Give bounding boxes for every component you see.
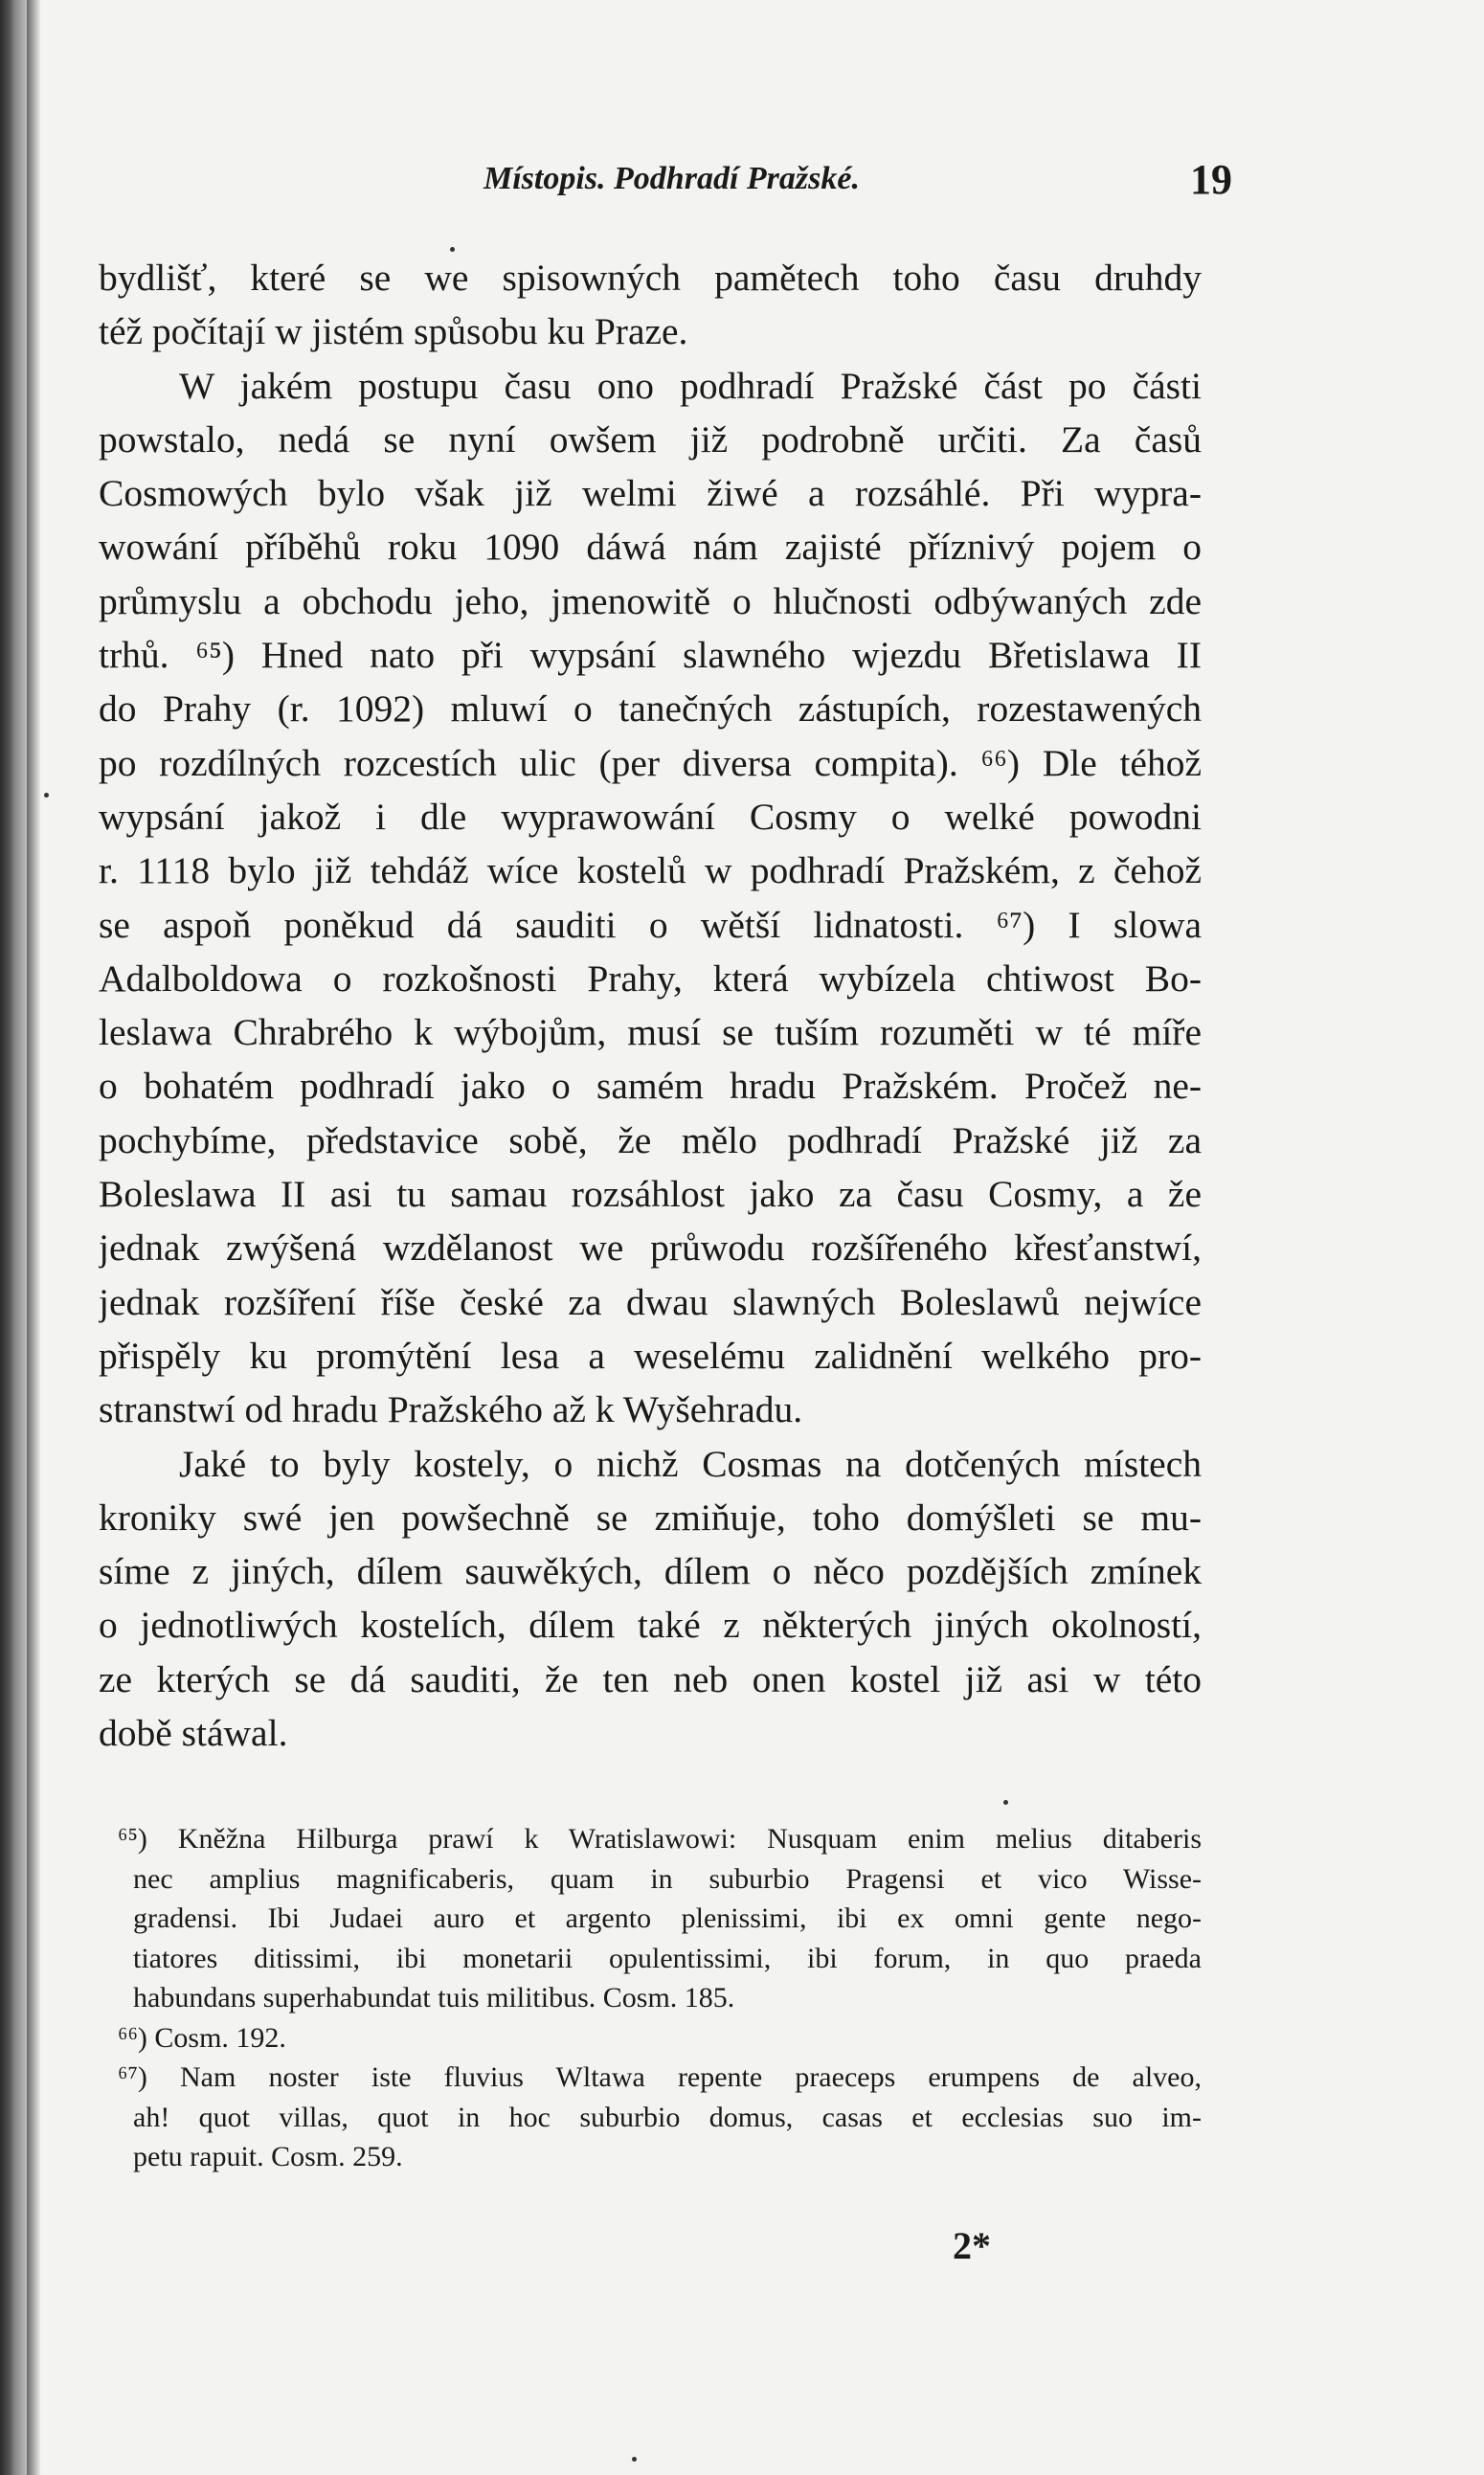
footnote-line: gradensi. Ibi Judaei auro et argento plenissimi, ibi ex omni gente nego-: [133, 1902, 1202, 1934]
footnote-line: ⁶⁵) Kněžna Hilburga prawí k Wratislawowi: Nusquam enim melius ditaberis: [118, 1823, 1202, 1855]
footnote-line: ⁶⁶) Cosm. 192.: [118, 2021, 286, 2054]
text-line: stranstwí od hradu Pražského až k Wyšehradu.: [99, 1388, 803, 1431]
text-line: Cosmowých bylo však již welmi žiwé a rozsáhlé. Při wypra-: [99, 472, 1202, 515]
text-line: ze kterých se dá sauditi, že ten neb onen kostel již asi w této: [99, 1657, 1202, 1700]
text-line: době stáwal.: [99, 1712, 288, 1755]
page-number: 19: [1190, 156, 1232, 203]
text-line: wowání příběhů roku 1090 dáwá nám zajisté příznivý pojem o: [99, 526, 1202, 569]
text-line: bydlišť, které se we spisowných pamětech toho času druhdy: [99, 257, 1202, 299]
book-binding-edge: [0, 0, 27, 2475]
text-line: přispěly ku promýtění lesa a weselému zalidnění welkého pro-: [99, 1334, 1202, 1377]
print-speck: [44, 793, 49, 798]
print-speck: [1003, 1800, 1008, 1805]
gutter-shadow: [27, 0, 40, 2475]
text-line: W jakém postupu času ono podhradí Pražské část po části: [179, 364, 1202, 407]
text-line: do Prahy (r. 1092) mluwí o tanečných zástupích, rozestawených: [99, 687, 1202, 731]
text-line: Jaké to byly kostely, o nichž Cosmas na dotčených místech: [179, 1442, 1202, 1485]
text-line: Adalboldowa o rozkošnosti Prahy, která wybízela chtiwost Bo-: [99, 956, 1202, 1000]
text-line: jednak zwýšená wzdělanost we průwodu rozšířeného křesťanstwí,: [99, 1226, 1202, 1270]
text-line: kroniky swé jen powšechně se zmiňuje, toho domýšleti se mu-: [99, 1496, 1202, 1539]
text-line: powstalo, nedá se nyní owšem již podrobně určiti. Za časů: [99, 417, 1202, 461]
text-line: průmyslu a obchodu jeho, jmenowitě o hlučnosti odbýwaných zde: [99, 579, 1202, 622]
footnote-line: tiatores ditissimi, ibi monetarii opulentissimi, ibi forum, in quo praeda: [133, 1942, 1202, 1974]
text-line: wypsání jakož i dle wyprawowání Cosmy o welké powodni: [99, 795, 1202, 838]
text-line: r. 1118 bylo již tehdáž wíce kostelů w podhradí Pražském, z čehož: [99, 849, 1202, 892]
footnote-line: habundans superhabundat tuis militibus. Cosm. 185.: [133, 1982, 735, 2014]
footnote-line: ah! quot villas, quot in hoc suburbio domus, casas et ecclesias suo im-: [133, 2101, 1202, 2133]
running-title: Místopis. Podhradí Pražské.: [483, 161, 860, 196]
page-header: [0, 156, 1484, 218]
text-line: leslawa Chrabrého k wýbojům, musí se tuším rozuměti w té míře: [99, 1011, 1202, 1054]
print-speck: [450, 247, 455, 252]
text-line: o jednotliwých kostelích, dílem také z některých jiných okolností,: [99, 1604, 1202, 1647]
text-line: pochybíme, představice sobě, že mělo podhradí Pražské již za: [99, 1118, 1202, 1161]
text-line: též počítají w jistém spůsobu ku Praze.: [99, 310, 688, 353]
text-line: po rozdílných rozcestích ulic (per diversa compita). ⁶⁶) Dle téhož: [99, 741, 1202, 784]
text-line: Boleslawa II asi tu samau rozsáhlost jako za času Cosmy, a že: [99, 1173, 1202, 1216]
footnotes: [99, 1819, 1202, 2177]
main-text: [99, 251, 1202, 1760]
footnote-line: nec amplius magnificaberis, quam in suburbio Pragensi et vico Wisse-: [133, 1862, 1202, 1895]
text-line: trhů. ⁶⁵) Hned nato při wypsání slawného wjezdu Břetislawa II: [99, 634, 1202, 677]
text-line: jednak rozšíření říše české za dwau slawných Boleslawů nejwíce: [99, 1280, 1202, 1323]
footnote-line: ⁶⁷) Nam noster iste fluvius Wltawa repente praeceps erumpens de alveo,: [118, 2061, 1202, 2093]
print-speck: [632, 2457, 637, 2462]
text-line: se aspoň poněkud dá sauditi o wětší lidnatosti. ⁶⁷) I slowa: [99, 903, 1202, 946]
text-line: o bohatém podhradí jako o samém hradu Pražském. Pročež ne-: [99, 1065, 1202, 1108]
signature-mark: 2*: [953, 2224, 991, 2267]
footnote-line: petu rapuit. Cosm. 259.: [133, 2141, 403, 2172]
text-line: síme z jiných, dílem sauwěkých, dílem o něco pozdějších zmínek: [99, 1550, 1202, 1593]
